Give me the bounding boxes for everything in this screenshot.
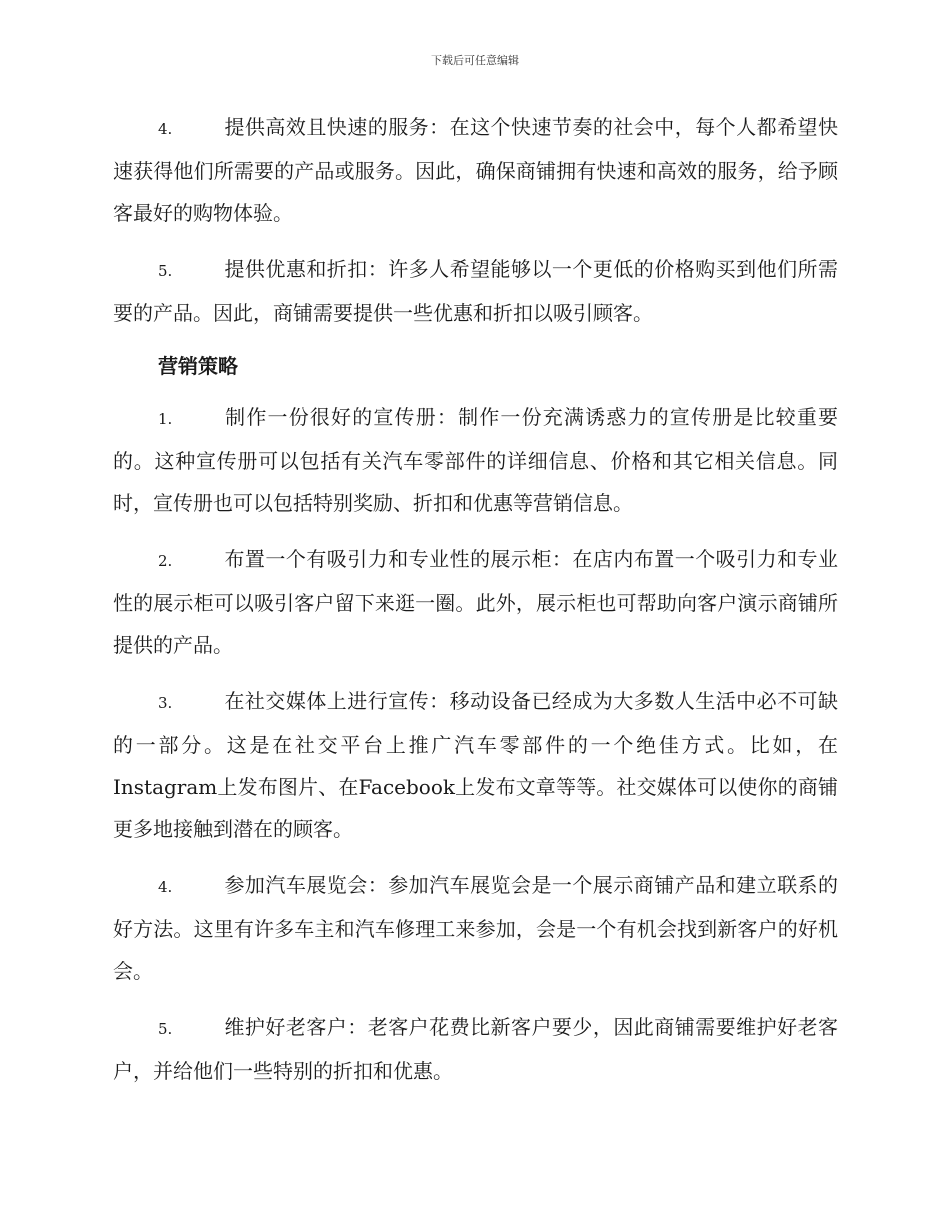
list-item-text: 维护好老客户：老客户花费比新客户要少，因此商铺需要维护好老客户，并给他们一些特别的折扣和优惠。 <box>113 1015 838 1083</box>
list-item-text: 制作一份很好的宣传册：制作一份充满诱惑力的宣传册是比较重要的。这种宣传册可以包括有关汽车零部件的详细信息、价格和其它相关信息。同时，宣传册也可以包括特别奖励、折扣和优惠等营销信息。 <box>113 405 838 515</box>
list-item <box>113 106 838 234</box>
section-heading: 营销策略 <box>158 354 238 378</box>
list-item <box>113 680 838 850</box>
list-item-text: 布置一个有吸引力和专业性的展示柜：在店内布置一个吸引力和专业性的展示柜可以吸引客户留下来逛一圈。此外，展示柜也可帮助向客户演示商铺所提供的产品。 <box>113 547 838 657</box>
list-item <box>113 1006 838 1092</box>
list-item-number: 5. <box>158 262 173 280</box>
list-item-number: 3. <box>158 694 173 712</box>
list-item-text: 参加汽车展览会：参加汽车展览会是一个展示商铺产品和建立联系的好方法。这里有许多车主和汽车修理工来参加，会是一个有机会找到新客户的好机会。 <box>113 873 838 983</box>
list-item-text: 在社交媒体上进行宣传：移动设备已经成为大多数人生活中必不可缺的一部分。这是在社交平台上推广汽车零部件的一个绝佳方式。比如，在Instagram上发布图片、在Facebook上发布文章等等。社交媒体可以使你的商铺更多地接触到潜在的顾客。 <box>113 689 838 841</box>
list-item <box>113 538 838 666</box>
list-item-number: 4. <box>158 120 173 138</box>
list-item-number: 1. <box>158 410 173 428</box>
list-item-text: 提供优惠和折扣：许多人希望能够以一个更低的价格购买到他们所需要的产品。因此，商铺需要提供一些优惠和折扣以吸引顾客。 <box>113 257 838 325</box>
list-item-number: 2. <box>158 552 173 570</box>
page-header: 下载后可任意编辑 <box>431 54 519 67</box>
document-body <box>113 106 838 1106</box>
list-item <box>113 396 838 524</box>
list-item-number: 4. <box>158 878 173 896</box>
list-item-number: 5. <box>158 1020 173 1038</box>
list-item <box>113 248 838 334</box>
list-item-text: 提供高效且快速的服务：在这个快速节奏的社会中，每个人都希望快速获得他们所需要的产品或服务。因此，确保商铺拥有快速和高效的服务，给予顾客最好的购物体验。 <box>113 115 838 225</box>
list-item <box>113 864 838 992</box>
